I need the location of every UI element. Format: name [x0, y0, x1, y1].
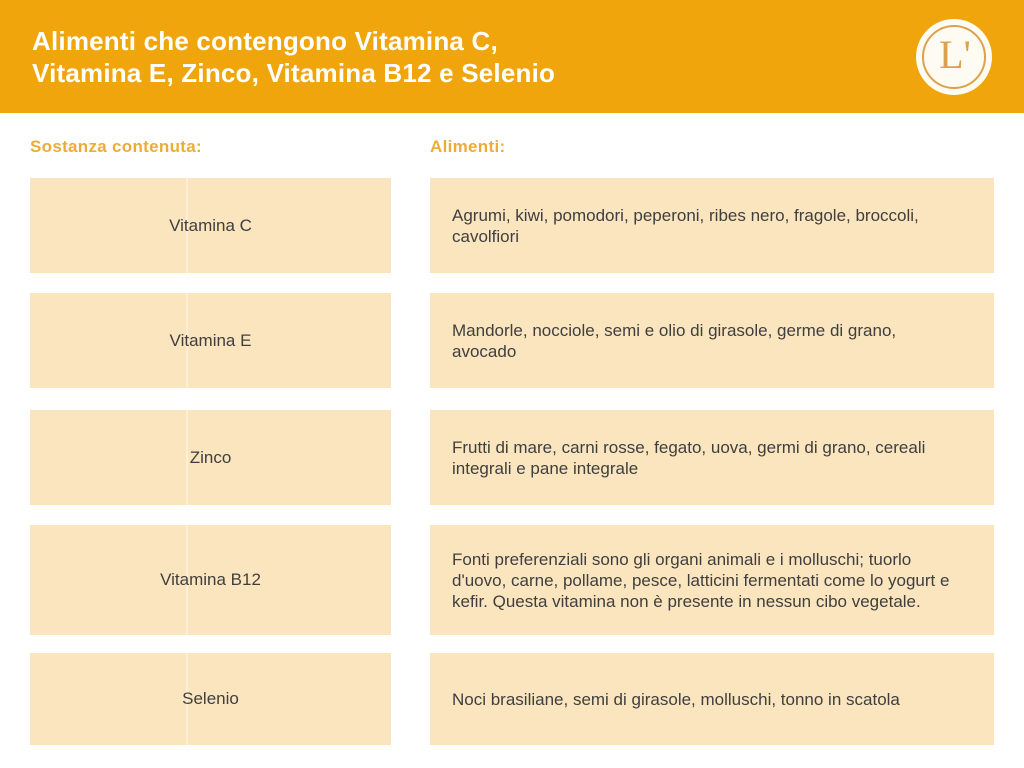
substance-cell [30, 525, 391, 635]
column-headers [30, 137, 994, 157]
foods-text: Fonti preferenziali sono gli organi animali e i molluschi; tuorlo d'uovo, carne, pollame, pesce, latticini fermentati come lo yogurt e kefir. Questa vitamina non è presente in nessun cibo vegetale. [452, 549, 950, 611]
foods-cell [430, 653, 994, 745]
substance-cell [30, 178, 391, 273]
substance-cell [30, 410, 391, 505]
foods-text: Frutti di mare, carni rosse, fegato, uova, germi di grano, cereali integrali e pane integrale [452, 437, 926, 478]
table-row [30, 653, 994, 745]
foods-cell [430, 293, 994, 388]
page-title [32, 25, 555, 89]
foods-cell [430, 410, 994, 505]
substance-label: Zinco [189, 447, 232, 467]
foods-cell [430, 178, 994, 273]
substance-label: Vitamina E [169, 330, 252, 350]
header-banner [0, 0, 1024, 113]
substance-cell [30, 293, 391, 388]
substance-label: Vitamina B12 [160, 570, 261, 589]
logo-ring [922, 25, 986, 89]
title-line-2: Vitamina E, Zinco, Vitamina B12 e Selenio [32, 57, 556, 88]
table-row [30, 410, 994, 505]
foods-column-header: Alimenti: [430, 137, 506, 156]
brand-logo [916, 19, 992, 95]
foods-text: Noci brasiliane, semi di girasole, molluschi, tonno in scatola [452, 689, 900, 709]
logo-letter: L' [939, 31, 971, 77]
table-row [30, 293, 994, 388]
table-row [30, 178, 994, 273]
substance-cell [30, 653, 391, 745]
foods-cell [430, 525, 994, 635]
substance-label: Vitamina C [169, 215, 252, 235]
substance-label: Selenio [182, 689, 239, 708]
foods-text: Mandorle, nocciole, semi e olio di girasole, germe di grano, avocado [452, 320, 897, 361]
table-content [0, 137, 1024, 745]
cell-divider [186, 410, 188, 505]
substance-column-header: Sostanza contenuta: [30, 137, 202, 156]
foods-text: Agrumi, kiwi, pomodori, peperoni, ribes nero, fragole, broccoli, cavolfiori [452, 205, 919, 246]
title-line-1: Alimenti che contengono Vitamina C, [32, 25, 498, 56]
table-row [30, 525, 994, 635]
